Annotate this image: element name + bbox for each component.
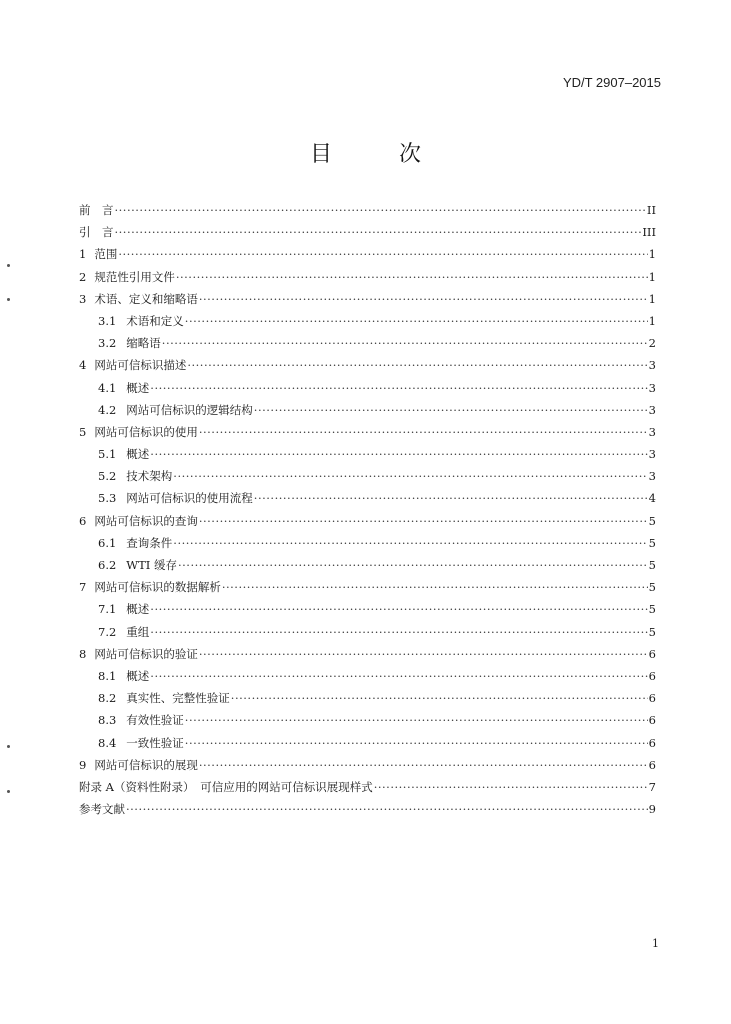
toc-entry-page: 5 bbox=[648, 558, 656, 572]
toc-entry[interactable] bbox=[79, 709, 656, 731]
toc-dot-leader bbox=[118, 243, 647, 265]
toc-entry-page: 1 bbox=[648, 291, 656, 306]
toc-dot-leader bbox=[150, 621, 647, 643]
toc-entry[interactable] bbox=[79, 332, 656, 354]
document-code: YD/T 2907–2015 bbox=[562, 75, 661, 90]
toc-dot-leader bbox=[231, 687, 648, 709]
toc-dot-leader bbox=[173, 532, 647, 554]
toc-entry-number: 3.2 bbox=[98, 336, 117, 351]
toc-entry[interactable] bbox=[79, 598, 656, 620]
toc-entry-number: 3 bbox=[79, 291, 87, 306]
toc-entry-page: 3 bbox=[648, 358, 656, 373]
toc-entry-number: 5.3 bbox=[98, 491, 117, 506]
toc-entry[interactable] bbox=[79, 754, 656, 776]
toc-entry[interactable] bbox=[79, 532, 656, 554]
toc-entry-page: 5 bbox=[648, 624, 656, 639]
toc-entry-title: 附录 A（资料性附录） 可信应用的网站可信标识展现样式 bbox=[79, 779, 373, 794]
scan-speck bbox=[7, 298, 10, 301]
toc-entry-number: 7.1 bbox=[98, 602, 117, 617]
page-number: 1 bbox=[652, 937, 659, 950]
toc-entry-page: 6 bbox=[648, 735, 656, 750]
toc-entry[interactable] bbox=[79, 221, 656, 243]
toc-entry-page: 4 bbox=[648, 491, 656, 506]
toc-entry[interactable] bbox=[79, 266, 656, 288]
toc-entry[interactable] bbox=[79, 310, 656, 332]
toc-entry-number: 4.1 bbox=[98, 380, 117, 395]
toc-entry[interactable] bbox=[79, 354, 656, 376]
toc-dot-leader bbox=[178, 554, 648, 576]
toc-entry-number: 3.1 bbox=[98, 313, 117, 328]
toc-entry[interactable] bbox=[79, 487, 656, 509]
toc-entry-number: 8.2 bbox=[98, 691, 117, 706]
toc-entry[interactable] bbox=[79, 243, 656, 265]
toc-entry-title: WTI 缓存 bbox=[126, 558, 177, 572]
toc-entry[interactable] bbox=[79, 687, 656, 709]
page-title: 目 次 bbox=[310, 142, 451, 167]
toc-entry-page: 3 bbox=[648, 469, 656, 484]
toc-entry-page: 5 bbox=[648, 513, 656, 528]
toc-entry-title: 网站可信标识的数据解析 bbox=[94, 580, 221, 595]
table-of-contents bbox=[79, 199, 656, 820]
toc-entry-title: 网站可信标识的逻辑结构 bbox=[126, 402, 253, 417]
toc-entry-number: 8.4 bbox=[98, 735, 117, 750]
toc-entry-page: 5 bbox=[648, 580, 656, 595]
toc-entry[interactable] bbox=[79, 798, 656, 820]
toc-entry-page: 6 bbox=[648, 668, 656, 683]
toc-entry-title: 术语、定义和缩略语 bbox=[94, 291, 198, 306]
toc-dot-leader bbox=[115, 199, 646, 221]
toc-entry-page: II bbox=[646, 203, 656, 217]
toc-entry-title: 概述 bbox=[126, 380, 150, 395]
toc-entry[interactable] bbox=[79, 443, 656, 465]
toc-dot-leader bbox=[185, 310, 648, 332]
toc-dot-leader bbox=[199, 510, 648, 532]
toc-entry[interactable] bbox=[79, 732, 656, 754]
toc-entry-number: 9 bbox=[79, 757, 87, 772]
toc-dot-leader bbox=[374, 776, 648, 798]
toc-entry[interactable] bbox=[79, 421, 656, 443]
toc-entry-number: 1 bbox=[79, 247, 87, 262]
toc-entry-title: 概述 bbox=[126, 668, 150, 683]
toc-entry-page: 1 bbox=[648, 247, 656, 262]
toc-entry[interactable] bbox=[79, 576, 656, 598]
toc-entry-page: 5 bbox=[648, 602, 656, 617]
toc-entry-page: 5 bbox=[648, 535, 656, 550]
toc-entry-page: 3 bbox=[648, 380, 656, 395]
toc-entry-number: 4 bbox=[79, 358, 87, 373]
toc-entry-page: 6 bbox=[648, 757, 656, 772]
toc-entry-title: 重组 bbox=[126, 624, 150, 639]
toc-entry-title: 查询条件 bbox=[126, 535, 173, 550]
toc-entry[interactable] bbox=[79, 621, 656, 643]
toc-entry-page: 1 bbox=[648, 313, 656, 328]
toc-entry-number: 8.3 bbox=[98, 713, 117, 728]
toc-entry[interactable] bbox=[79, 776, 656, 798]
toc-entry[interactable] bbox=[79, 377, 656, 399]
toc-entry-number: 6 bbox=[79, 513, 87, 528]
toc-entry-title: 一致性验证 bbox=[126, 735, 184, 750]
toc-dot-leader bbox=[199, 754, 648, 776]
toc-entry-title: 范围 bbox=[94, 247, 118, 262]
scan-speck bbox=[7, 745, 10, 748]
toc-entry[interactable] bbox=[79, 465, 656, 487]
toc-entry-title: 网站可信标识的使用流程 bbox=[126, 491, 253, 506]
toc-dot-leader bbox=[176, 266, 648, 288]
toc-entry[interactable] bbox=[79, 288, 656, 310]
toc-entry-title: 网站可信标识的查询 bbox=[94, 513, 198, 528]
toc-entry-title: 术语和定义 bbox=[126, 313, 184, 328]
toc-entry-page: 3 bbox=[648, 447, 656, 462]
toc-dot-leader bbox=[199, 421, 648, 443]
toc-entry-title: 前 言 bbox=[79, 203, 114, 217]
toc-entry-page: 9 bbox=[648, 802, 656, 817]
toc-entry-page: 6 bbox=[648, 713, 656, 728]
toc-entry-number: 8.1 bbox=[98, 668, 117, 683]
toc-entry[interactable] bbox=[79, 665, 656, 687]
toc-entry[interactable] bbox=[79, 554, 656, 576]
toc-dot-leader bbox=[254, 487, 648, 509]
toc-dot-leader bbox=[115, 221, 642, 243]
toc-dot-leader bbox=[162, 332, 648, 354]
toc-entry-title: 有效性验证 bbox=[126, 713, 184, 728]
toc-entry[interactable] bbox=[79, 399, 656, 421]
toc-dot-leader bbox=[150, 665, 647, 687]
toc-dot-leader bbox=[185, 732, 648, 754]
toc-dot-leader bbox=[199, 643, 648, 665]
toc-dot-leader bbox=[185, 709, 648, 731]
toc-entry-page: 6 bbox=[648, 646, 656, 661]
toc-entry-number: 6.2 bbox=[98, 558, 117, 572]
toc-entry-page: 1 bbox=[648, 269, 656, 284]
toc-entry-title: 真实性、完整性验证 bbox=[126, 691, 230, 706]
toc-dot-leader bbox=[150, 598, 647, 620]
toc-entry-number: 7.2 bbox=[98, 624, 117, 639]
toc-entry-title: 缩略语 bbox=[126, 336, 161, 351]
toc-entry-number: 5.2 bbox=[98, 469, 117, 484]
toc-dot-leader bbox=[150, 377, 647, 399]
scan-speck bbox=[7, 790, 10, 793]
toc-entry-title: 网站可信标识的验证 bbox=[94, 646, 198, 661]
toc-entry-title: 概述 bbox=[126, 447, 150, 462]
toc-entry-number: 5.1 bbox=[98, 447, 117, 462]
toc-entry-title: 引 言 bbox=[79, 225, 114, 240]
toc-entry-number: 6.1 bbox=[98, 535, 117, 550]
toc-entry-title: 概述 bbox=[126, 602, 150, 617]
toc-dot-leader bbox=[173, 465, 647, 487]
toc-entry-page: 2 bbox=[648, 336, 656, 351]
toc-entry-title: 参考文献 bbox=[79, 802, 125, 817]
toc-entry-number: 2 bbox=[79, 269, 87, 284]
toc-entry[interactable] bbox=[79, 510, 656, 532]
toc-entry-title: 技术架构 bbox=[126, 469, 173, 484]
toc-entry-page: 3 bbox=[648, 402, 656, 417]
toc-dot-leader bbox=[150, 443, 647, 465]
toc-entry-number: 5 bbox=[79, 424, 87, 439]
toc-entry-page: 7 bbox=[648, 779, 656, 794]
toc-entry-number: 7 bbox=[79, 580, 87, 595]
toc-entry-page: 3 bbox=[648, 424, 656, 439]
toc-entry-title: 网站可信标识描述 bbox=[94, 358, 187, 373]
toc-dot-leader bbox=[222, 576, 648, 598]
toc-entry[interactable] bbox=[79, 199, 656, 221]
toc-entry-title: 网站可信标识的使用 bbox=[94, 424, 198, 439]
toc-entry-number: 4.2 bbox=[98, 402, 117, 417]
toc-dot-leader bbox=[254, 399, 648, 421]
toc-entry-title: 网站可信标识的展现 bbox=[94, 757, 198, 772]
toc-dot-leader bbox=[199, 288, 648, 310]
toc-entry-number: 8 bbox=[79, 646, 87, 661]
scan-speck bbox=[7, 264, 10, 267]
toc-entry[interactable] bbox=[79, 643, 656, 665]
toc-entry-page: III bbox=[642, 225, 656, 240]
toc-entry-title: 规范性引用文件 bbox=[94, 269, 175, 284]
toc-dot-leader bbox=[187, 354, 647, 376]
toc-dot-leader bbox=[126, 798, 648, 820]
toc-entry-page: 6 bbox=[648, 691, 656, 706]
